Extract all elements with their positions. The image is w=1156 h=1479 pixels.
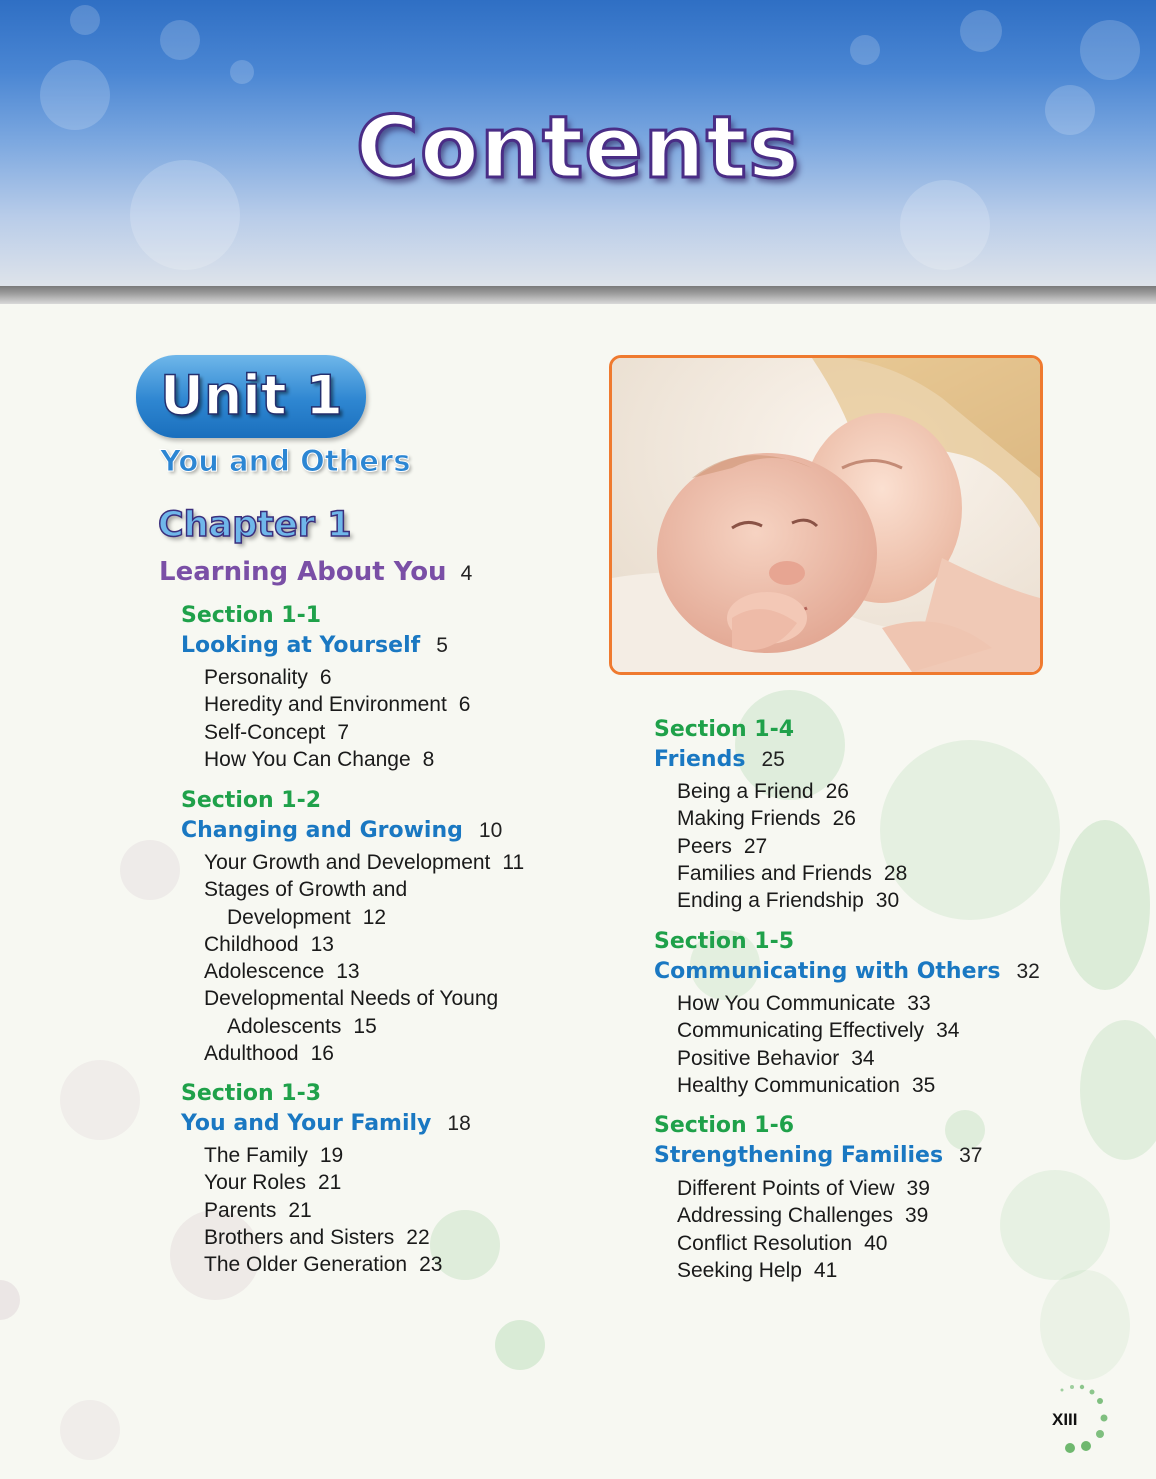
unit-subtitle: You and Others	[160, 444, 411, 478]
topic-page: 35	[911, 1073, 936, 1097]
section-page: 18	[447, 1112, 471, 1135]
topic-item	[204, 876, 524, 903]
topic-name: Families and Friends	[677, 861, 872, 885]
topic-page: 21	[317, 1171, 342, 1195]
topic-item	[677, 1257, 930, 1284]
topic-page: 6	[319, 666, 332, 689]
topic-page: 12	[362, 905, 387, 929]
topic-page: 39	[904, 1204, 929, 1228]
section-title-text: Strengthening Families	[654, 1143, 944, 1168]
section-title	[654, 1143, 982, 1168]
section-page: 25	[761, 748, 785, 771]
topic-list	[204, 1142, 442, 1278]
page-number: XIII	[1052, 1410, 1078, 1429]
topic-page: 40	[864, 1231, 888, 1255]
topic-name: Adolescence	[204, 960, 325, 984]
topic-page: 28	[883, 861, 908, 885]
topic-name: Personality	[204, 666, 308, 689]
section-page: 32	[1016, 960, 1040, 983]
section-title	[654, 747, 785, 772]
topic-item	[204, 849, 524, 876]
topic-name: Peers	[677, 834, 732, 858]
topic-name: Healthy Communication	[677, 1073, 900, 1097]
topic-item	[677, 1175, 930, 1202]
topic-name: Ending a Friendship	[677, 889, 864, 913]
topic-page: 21	[288, 1198, 312, 1222]
section-page: 37	[959, 1144, 983, 1167]
topic-item	[204, 691, 470, 718]
topic-name: Conflict Resolution	[677, 1231, 853, 1255]
topic-page: 13	[336, 960, 360, 984]
topic-item	[677, 1230, 930, 1257]
section-title-text: Friends	[654, 747, 746, 772]
topic-page: 26	[825, 780, 849, 803]
topic-name: The Older Generation	[204, 1253, 408, 1277]
topic-page: 11	[502, 851, 525, 874]
topic-item	[677, 778, 907, 805]
topic-item-continued	[204, 1013, 524, 1040]
topic-item	[677, 1072, 959, 1099]
section-label: Section 1-4	[654, 717, 795, 742]
topic-name: How You Communicate	[677, 992, 896, 1015]
topic-list	[677, 778, 907, 914]
photo-children	[609, 355, 1043, 675]
topic-name: Making Friends	[677, 807, 821, 831]
unit-label: Unit 1	[160, 364, 343, 427]
topic-name: Communicating Effectively	[677, 1019, 925, 1043]
section-title	[654, 959, 1040, 984]
photo-illustration	[612, 358, 1040, 672]
section-label: Section 1-3	[181, 1081, 322, 1106]
section-title-text: You and Your Family	[181, 1111, 432, 1136]
topic-item	[204, 931, 524, 958]
topic-name: Addressing Challenges	[677, 1204, 893, 1228]
section-label: Section 1-2	[181, 788, 322, 813]
section-title	[181, 818, 502, 843]
topic-item	[677, 860, 907, 887]
topic-page: 8	[422, 747, 435, 771]
topic-page: 22	[406, 1225, 430, 1249]
topic-page: 30	[875, 889, 900, 913]
section-page: 5	[436, 634, 448, 657]
section-label: Section 1-6	[654, 1113, 795, 1138]
section-title	[181, 1111, 471, 1136]
topic-item	[204, 1142, 442, 1169]
topic-page: 39	[906, 1177, 930, 1200]
topic-page: 15	[353, 1014, 377, 1038]
topic-list	[204, 849, 524, 1067]
topic-name: Parents	[204, 1198, 277, 1222]
section-title-text: Changing and Growing	[181, 818, 463, 843]
topic-name: Heredity and Environment	[204, 693, 447, 717]
topic-item	[204, 719, 470, 746]
topic-item	[677, 990, 959, 1017]
topic-page: 41	[813, 1258, 838, 1282]
topic-page: 7	[337, 720, 350, 744]
topic-list	[677, 1175, 930, 1284]
topic-name: Stages of Growth and	[204, 878, 408, 902]
topic-item	[204, 1169, 442, 1196]
topic-name: Self-Concept	[204, 720, 326, 744]
topic-item-continued	[204, 904, 524, 931]
topic-page: 34	[936, 1019, 960, 1043]
section-page: 10	[478, 819, 503, 842]
chapter-title-text: Learning About You	[159, 557, 447, 587]
topic-page: 6	[458, 693, 471, 717]
topic-page: 16	[310, 1042, 334, 1066]
topic-name: Development	[227, 905, 351, 929]
topic-list	[677, 990, 959, 1099]
topic-name: Seeking Help	[677, 1258, 802, 1282]
topic-item	[204, 958, 524, 985]
topic-page: 13	[310, 932, 334, 956]
topic-name: Brothers and Sisters	[204, 1225, 395, 1249]
topic-name: Developmental Needs of Young	[204, 987, 499, 1011]
topic-item	[204, 1224, 442, 1251]
topic-item	[204, 985, 524, 1012]
topic-page: 26	[832, 807, 856, 831]
section-label: Section 1-1	[181, 603, 322, 628]
topic-name: How You Can Change	[204, 747, 411, 771]
topic-name: Your Growth and Development	[204, 851, 491, 874]
section-title-text: Communicating with Others	[654, 959, 1001, 984]
chapter-title	[159, 557, 472, 587]
topic-item	[677, 805, 907, 832]
topic-item	[677, 833, 907, 860]
topic-name: Adulthood	[204, 1042, 299, 1066]
topic-item	[204, 664, 470, 691]
topic-item	[204, 1251, 442, 1278]
topic-name: Different Points of View	[677, 1177, 895, 1200]
topic-item	[677, 1202, 930, 1229]
chapter-label: Chapter 1	[158, 505, 352, 545]
topic-item	[204, 746, 470, 773]
section-title-text: Looking at Yourself	[181, 633, 421, 658]
topic-page: 34	[851, 1046, 875, 1070]
topic-page: 19	[319, 1144, 344, 1167]
topic-name: Being a Friend	[677, 780, 814, 803]
topic-name: Your Roles	[204, 1171, 306, 1195]
topic-list	[204, 664, 470, 773]
topic-name: The Family	[204, 1144, 308, 1167]
topic-name: Childhood	[204, 932, 299, 956]
topic-page: 23	[419, 1253, 443, 1277]
topic-item	[677, 887, 907, 914]
topic-item	[677, 1045, 959, 1072]
topic-name: Adolescents	[227, 1014, 342, 1038]
topic-item	[204, 1040, 524, 1067]
chapter-page: 4	[460, 562, 473, 585]
section-label: Section 1-5	[654, 929, 795, 954]
topic-name: Positive Behavior	[677, 1046, 840, 1070]
topic-page: 33	[907, 992, 931, 1015]
topic-page: 27	[743, 834, 768, 858]
topic-item	[677, 1017, 959, 1044]
header-divider	[0, 286, 1156, 304]
page-title: Contents	[355, 98, 801, 198]
topic-item	[204, 1197, 442, 1224]
section-title	[181, 633, 448, 658]
